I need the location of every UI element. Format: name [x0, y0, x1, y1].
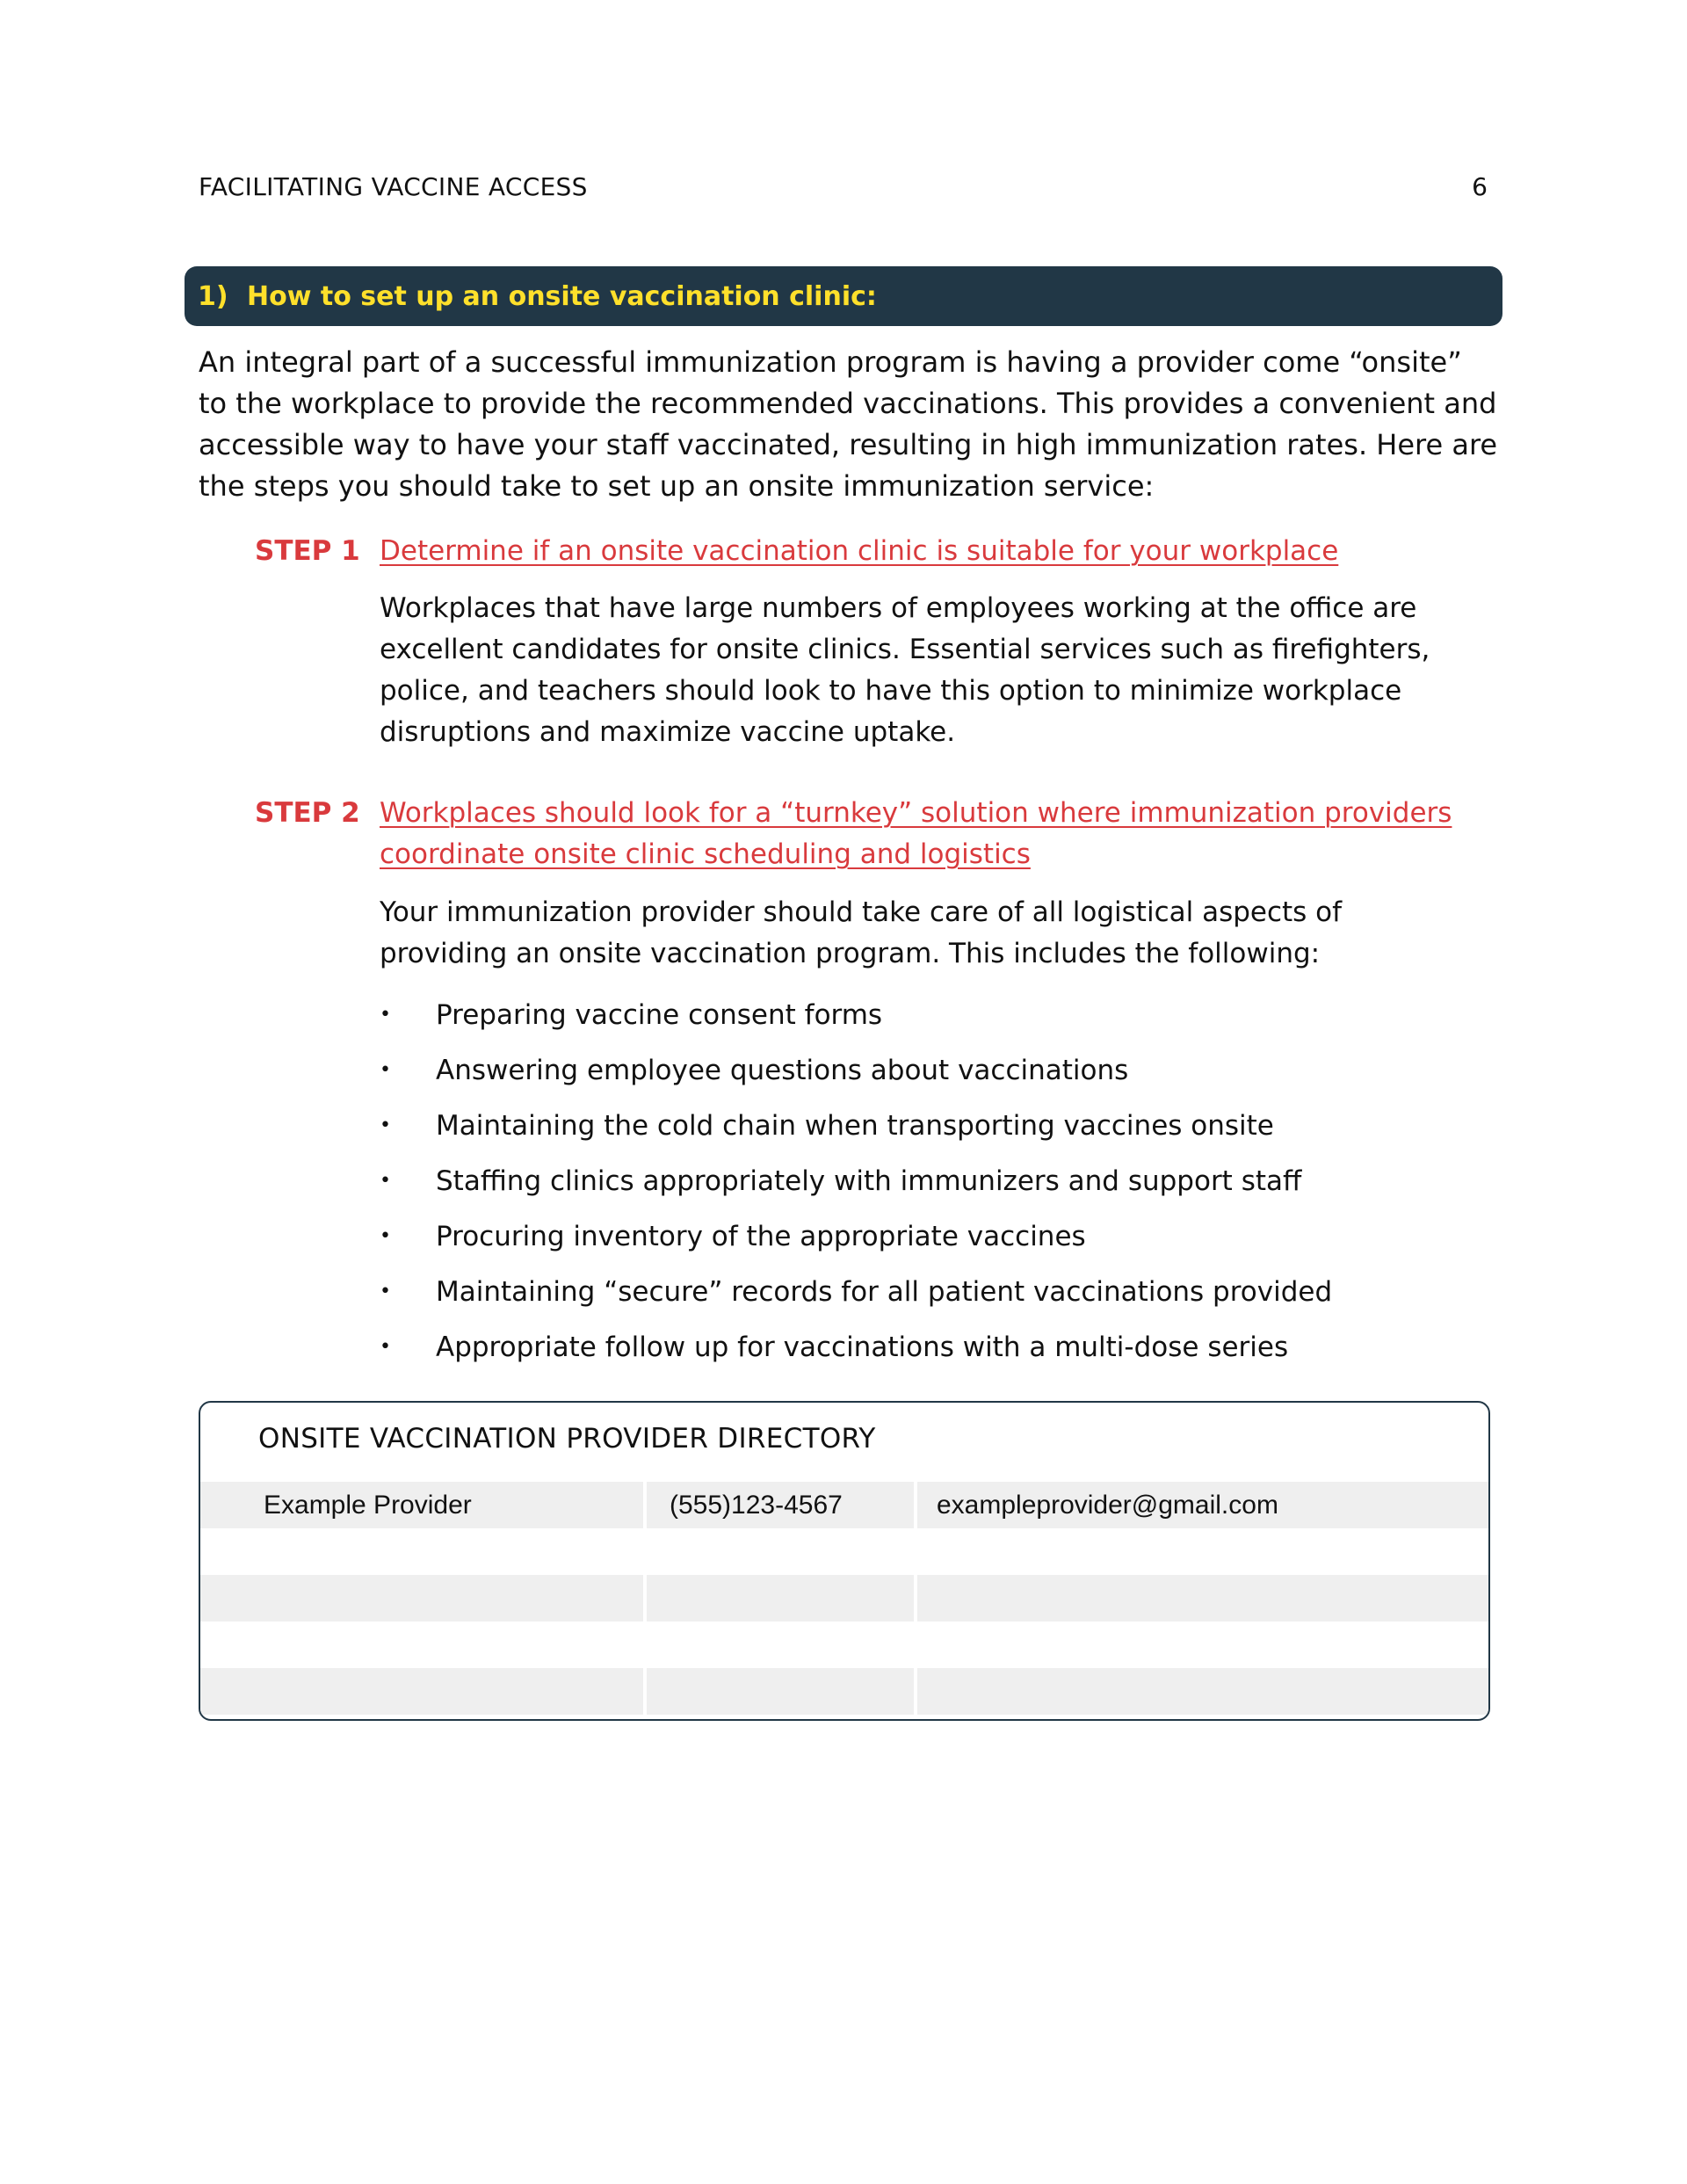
step-1-title-link[interactable]: Determine if an onsite vaccination clinic is suitable for your workplace — [380, 535, 1339, 567]
provider-phone-cell[interactable]: (555)123-4567 — [645, 1482, 916, 1528]
table-row — [200, 1622, 1488, 1668]
step-2-title-link[interactable]: Workplaces should look for a “turnkey” solution where immunization providers coordinate onsite clinic scheduling and logistics — [380, 797, 1452, 870]
bullet-icon: • — [380, 1281, 391, 1302]
list-item — [380, 1153, 1469, 1208]
directory-title: ONSITE VACCINATION PROVIDER DIRECTORY — [258, 1423, 876, 1455]
section-number: 1) — [198, 280, 228, 312]
running-header: FACILITATING VACCINE ACCESS — [199, 172, 588, 201]
list-item — [380, 1264, 1469, 1319]
provider-name-cell[interactable]: Example Provider — [200, 1482, 645, 1528]
bullet-icon: • — [380, 1004, 391, 1026]
bullet-icon: • — [380, 1114, 391, 1136]
bullet-icon: • — [380, 1225, 391, 1247]
list-item-text: Appropriate follow up for vaccinations with a multi-dose series — [436, 1331, 1289, 1363]
list-item — [380, 1098, 1469, 1153]
step-2-body: Your immunization provider should take care of all logistical aspects of providing an onsite vaccination program. This includes the following: — [380, 896, 1343, 969]
list-item — [380, 987, 1469, 1042]
list-item — [380, 1042, 1469, 1098]
page-number: 6 — [1472, 172, 1488, 201]
provider-email-cell[interactable] — [916, 1622, 1488, 1668]
list-item — [380, 1208, 1469, 1264]
provider-phone-cell[interactable] — [645, 1528, 916, 1575]
table-row — [200, 1482, 1488, 1528]
provider-phone-cell[interactable] — [645, 1575, 916, 1622]
provider-name-cell[interactable] — [200, 1528, 645, 1575]
section-heading-bar — [185, 266, 1502, 326]
provider-name-cell[interactable] — [200, 1668, 645, 1715]
provider-email-cell[interactable] — [916, 1528, 1488, 1575]
list-item-text: Staffing clinics appropriately with immunizers and support staff — [436, 1165, 1302, 1197]
provider-name-cell[interactable] — [200, 1622, 645, 1668]
table-row — [200, 1528, 1488, 1575]
provider-phone-cell[interactable] — [645, 1668, 916, 1715]
intro-paragraph: An integral part of a successful immunization program is having a provider come “onsite” to the workplace to provide the recommended vaccinations. This provides a convenient and accessible way to have your staff vaccinated, resulting in high immunization rates. Here are the steps you should take to set up an onsite immunization service: — [199, 345, 1498, 503]
step-2-bullet-list — [380, 987, 1469, 1375]
provider-directory-box — [199, 1401, 1490, 1721]
table-row — [200, 1575, 1488, 1622]
list-item-text: Procuring inventory of the appropriate vaccines — [436, 1220, 1086, 1252]
bullet-icon: • — [380, 1170, 391, 1192]
step-2-label: STEP 2 — [255, 797, 360, 829]
list-item-text: Preparing vaccine consent forms — [436, 998, 883, 1031]
section-title: How to set up an onsite vaccination clinic: — [247, 280, 877, 312]
list-item — [380, 1319, 1469, 1375]
list-item-text: Maintaining “secure” records for all patient vaccinations provided — [436, 1275, 1333, 1308]
provider-name-cell[interactable] — [200, 1575, 645, 1622]
provider-email-cell[interactable]: exampleprovider@gmail.com — [916, 1482, 1488, 1528]
table-row — [200, 1668, 1488, 1715]
list-item-text: Maintaining the cold chain when transporting vaccines onsite — [436, 1109, 1274, 1142]
step-1-label: STEP 1 — [255, 535, 360, 567]
provider-phone-cell[interactable] — [645, 1622, 916, 1668]
provider-email-cell[interactable] — [916, 1668, 1488, 1715]
list-item-text: Answering employee questions about vaccinations — [436, 1054, 1129, 1086]
bullet-icon: • — [380, 1336, 391, 1358]
step-1-body: Workplaces that have large numbers of employees working at the office are excellent candidates for onsite clinics. Essential services such as firefighters, police, and teachers should look to have this option to minimize workplace disruptions and maximize vaccine uptake. — [380, 592, 1430, 748]
provider-email-cell[interactable] — [916, 1575, 1488, 1622]
bullet-icon: • — [380, 1059, 391, 1081]
directory-table — [200, 1482, 1488, 1715]
